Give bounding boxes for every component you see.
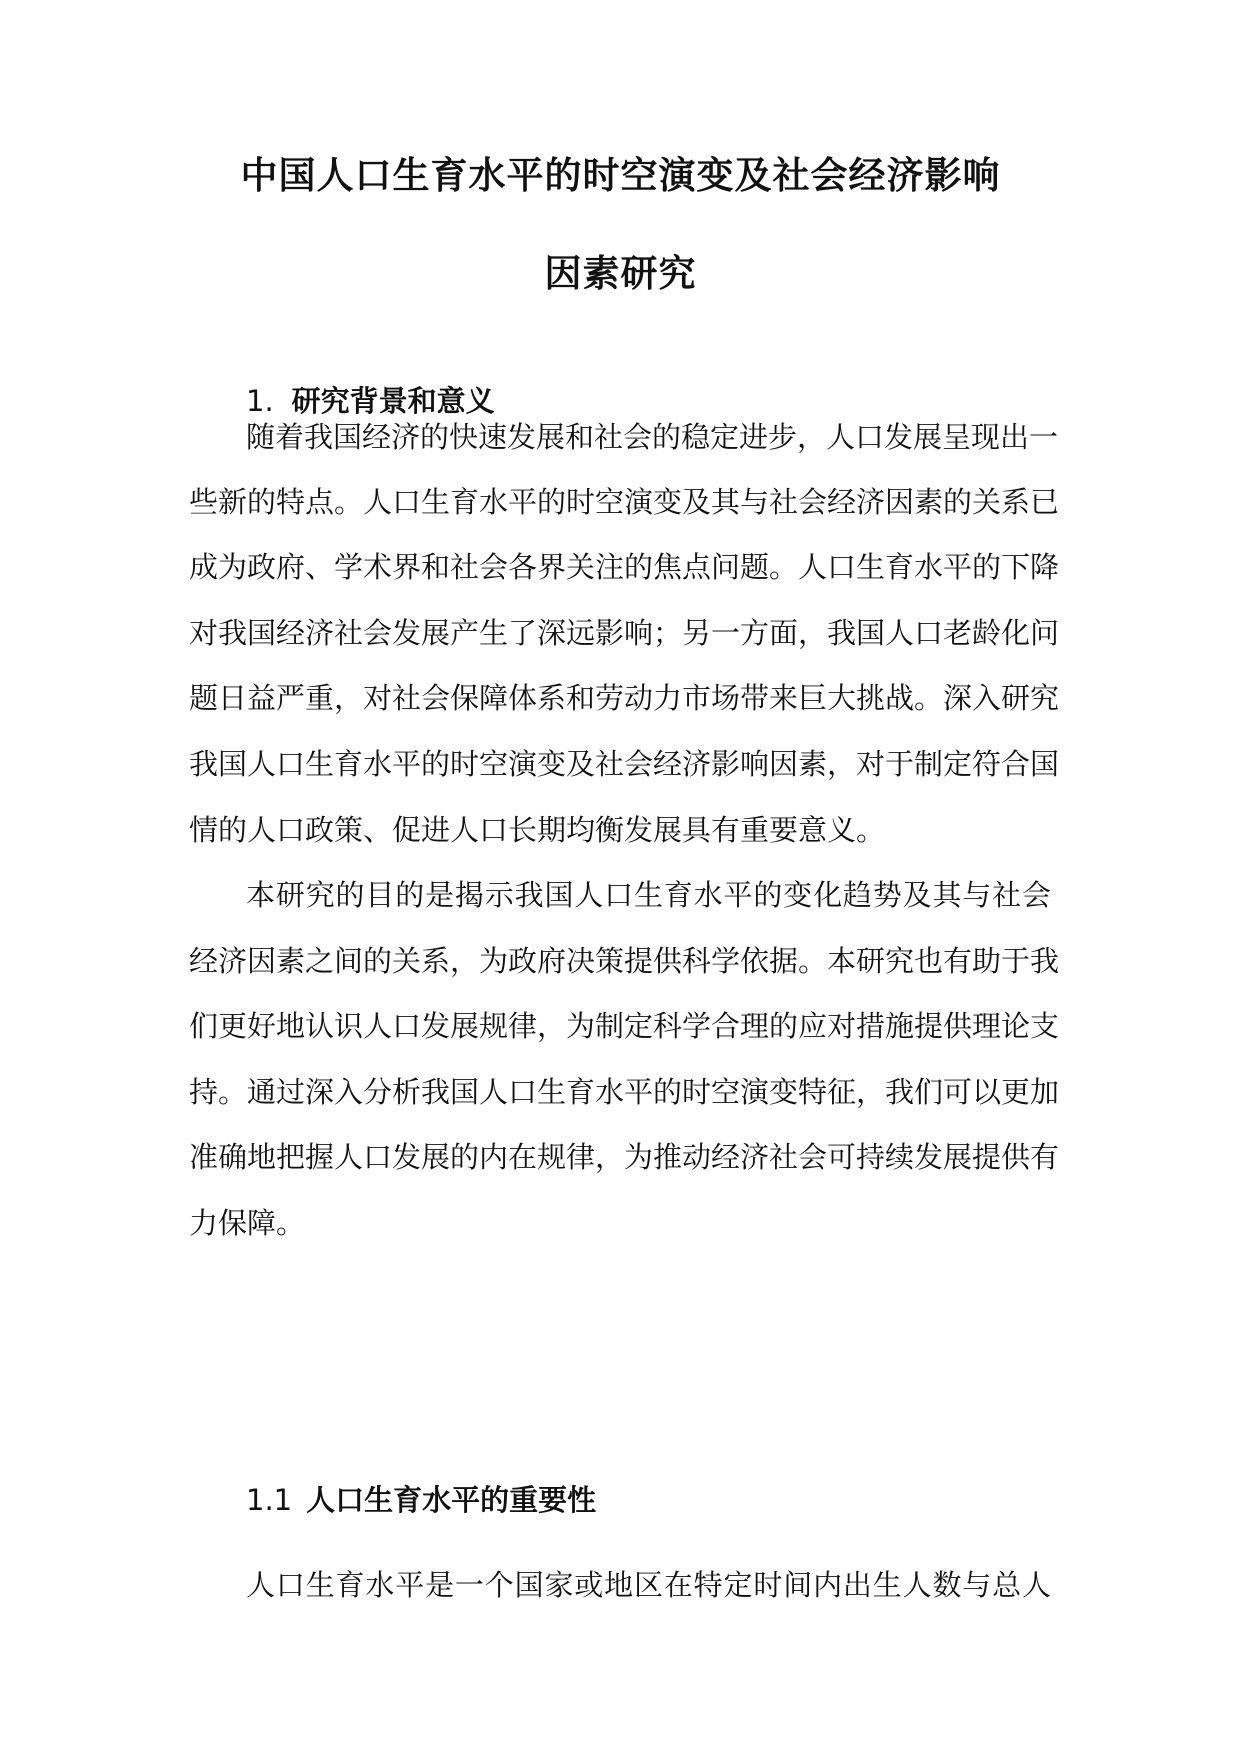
document-title-line-2: 因素研究 — [544, 252, 697, 295]
section-1-heading — [246, 381, 495, 421]
section-1-1-number: 1.1 — [246, 1483, 293, 1517]
paragraph-line: 些新的特点。人口生育水平的时空演变及其与社会经济因素的关系已 — [189, 485, 1060, 519]
paragraph-line: 我国人口生育水平的时空演变及社会经济影响因素，对于制定符合国 — [189, 747, 1060, 781]
paragraph-line: 题日益严重，对社会保障体系和劳动力市场带来巨大挑战。深入研究 — [189, 681, 1060, 715]
paragraph-line: 持。通过深入分析我国人口生育水平的时空演变特征，我们可以更加 — [189, 1075, 1060, 1109]
paragraph-line: 本研究的目的是揭示我国人口生育水平的变化趋势及其与社会 — [246, 878, 1051, 912]
section-1-heading-text: 研究背景和意义 — [291, 384, 495, 418]
paragraph-line: 成为政府、学术界和社会各界关注的焦点问题。人口生育水平的下降 — [189, 550, 1060, 584]
section-1-1-heading-text: 人口生育水平的重要性 — [306, 1483, 597, 1517]
paragraph-line: 经济因素之间的关系，为政府决策提供科学依据。本研究也有助于我 — [189, 944, 1060, 978]
paragraph-line: 准确地把握人口发展的内在规律，为推动经济社会可持续发展提供有 — [189, 1140, 1060, 1174]
paragraph-line: 随着我国经济的快速发展和社会的稳定进步，人口发展呈现出一 — [246, 420, 1059, 454]
paragraph-line: 力保障。 — [189, 1206, 306, 1240]
section-1-number: 1. — [246, 384, 274, 418]
paragraph-line: 们更好地认识人口发展规律，为制定科学合理的应对措施提供理论支 — [189, 1009, 1060, 1043]
paragraph-line: 人口生育水平是一个国家或地区在特定时间内出生人数与总人 — [246, 1568, 1051, 1602]
document-title-line-1: 中国人口生育水平的时空演变及社会经济影响 — [240, 154, 1001, 197]
section-1-1-heading — [246, 1480, 596, 1520]
paragraph-line: 对我国经济社会发展产生了深远影响；另一方面，我国人口老龄化问 — [189, 616, 1060, 650]
paragraph-line: 情的人口政策、促进人口长期均衡发展具有重要意义。 — [189, 813, 886, 847]
